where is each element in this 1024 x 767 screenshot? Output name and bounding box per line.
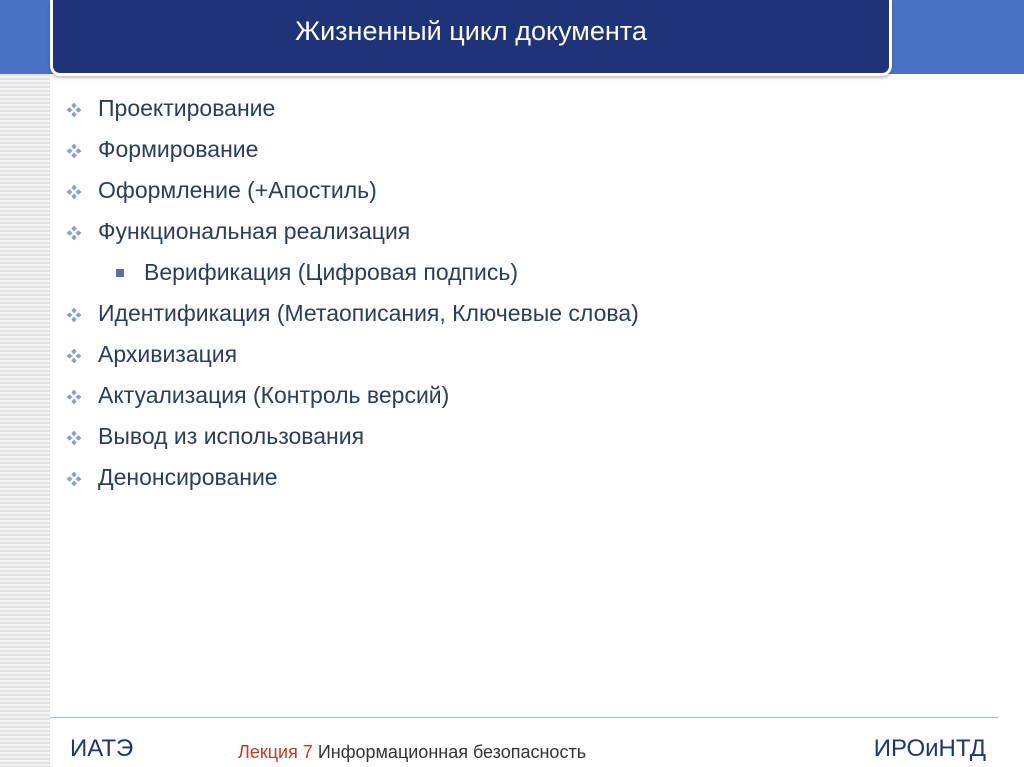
square-bullet-icon [116,269,124,277]
diamond-cluster-bullet-icon [66,184,82,200]
list-item [62,293,982,334]
list-item-label: Идентификация (Метаописания, Ключевые слова) [98,300,639,326]
diamond-cluster-bullet-icon [66,143,82,159]
list-item [62,334,982,375]
diamond-cluster-bullet-icon [66,102,82,118]
list-item-label: Проектирование [98,95,276,121]
bullet-list [62,88,982,498]
diamond-cluster-bullet-icon [66,471,82,487]
diamond-cluster-bullet-icon [66,307,82,323]
footer-course [238,742,586,763]
diamond-cluster-bullet-icon [66,348,82,364]
footer-lecture: Лекция 7 [238,742,313,762]
list-item-label: Формирование [98,136,259,162]
list-item-label: Оформление (+Апостиль) [98,177,377,203]
footer-course-title: Информационная безопасность [317,742,587,762]
list-item [62,211,982,252]
footer-divider [50,717,998,718]
footer-department: ИРОиНТД [873,735,986,762]
footer-institute: ИАТЭ [70,735,134,762]
diamond-cluster-bullet-icon [66,389,82,405]
list-item [62,129,982,170]
left-stripe-decoration [0,0,50,767]
list-item [62,416,982,457]
diamond-cluster-bullet-icon [66,225,82,241]
list-item [62,375,982,416]
list-item-label: Денонсирование [98,464,278,490]
slide-title: Жизненный цикл документа [295,16,647,46]
diamond-cluster-bullet-icon [66,430,82,446]
list-item [62,457,982,498]
list-item-sub [62,252,982,293]
list-item-label: Архивизация [98,341,238,367]
list-item [62,170,982,211]
list-item [62,88,982,129]
title-box [50,0,892,76]
list-item-label: Вывод из использования [98,423,365,449]
list-item-label: Верификация (Цифровая подпись) [144,259,518,285]
list-item-label: Функциональная реализация [98,218,411,244]
list-item-label: Актуализация (Контроль версий) [98,382,450,408]
